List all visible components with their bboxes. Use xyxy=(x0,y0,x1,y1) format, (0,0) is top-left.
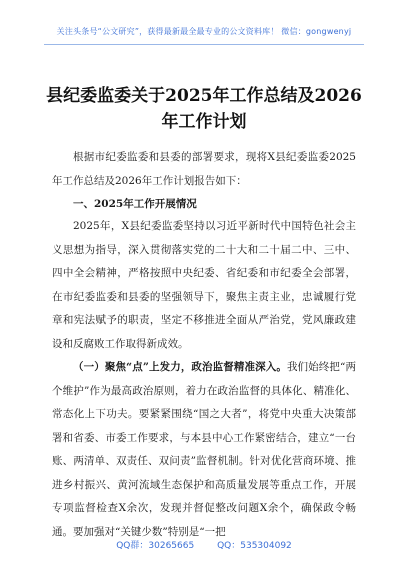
section-heading-1: 一、2025年工作开展情况 xyxy=(73,198,197,210)
paragraph-2 xyxy=(52,356,356,544)
intro-paragraph: 根据市纪委监委和县委的部署要求，现将X县纪委监委2025年工作总结及2026年工作计划报告如下： xyxy=(52,151,356,187)
subheading-1: （一）聚焦“点”上发力，政治监督精准深入。 xyxy=(73,361,287,373)
document-title: 县纪委监委关于2025年工作总结及2026年工作计划 xyxy=(46,86,362,132)
header-note: 关注头条号“公文研究”，获得最新最全最专业的公文资料库！ 微信：gongwenyj xyxy=(56,27,352,36)
paragraph-2-text: 我们始终把“两个维护”作为最高政治原则，着力在政治监督的具体化、精准化、常态化上下功夫。要紧紧围绕“国之大者”，将党中央重大决策部署和省委、市委工作要求，与本县中心工作紧密结合，建立“一台账、两清单、双责任、双问责”监督机制。针对优化营商环境、推进乡村振兴、黄河流域生态保护和高质量发展等重点工作，开展专项监督检查X余次，发现并督促整改问题X余个，确保政令畅通。要加强对“关键少数”特别是“一把 xyxy=(52,361,356,538)
header-divider xyxy=(44,44,364,45)
footer-qq: QQ：535304092 xyxy=(217,541,292,551)
paragraph-1: 2025年，X县纪委监委坚持以习近平新时代中国特色社会主义思想为指导，深入贯彻落实党的二十大和二十届二中、三中、四中全会精神，严格按照中央纪委、省纪委和市纪委全会部署，在市纪委监委和县委的坚强领导下，聚焦主责主业，忠诚履行党章和宪法赋予的职责，坚定不移推进全面从严治党，党风廉政建设和反腐败工作取得新成效。 xyxy=(52,220,356,350)
footer-contact xyxy=(0,538,408,551)
footer-qq-group: QQ群：30265665 xyxy=(116,541,195,551)
